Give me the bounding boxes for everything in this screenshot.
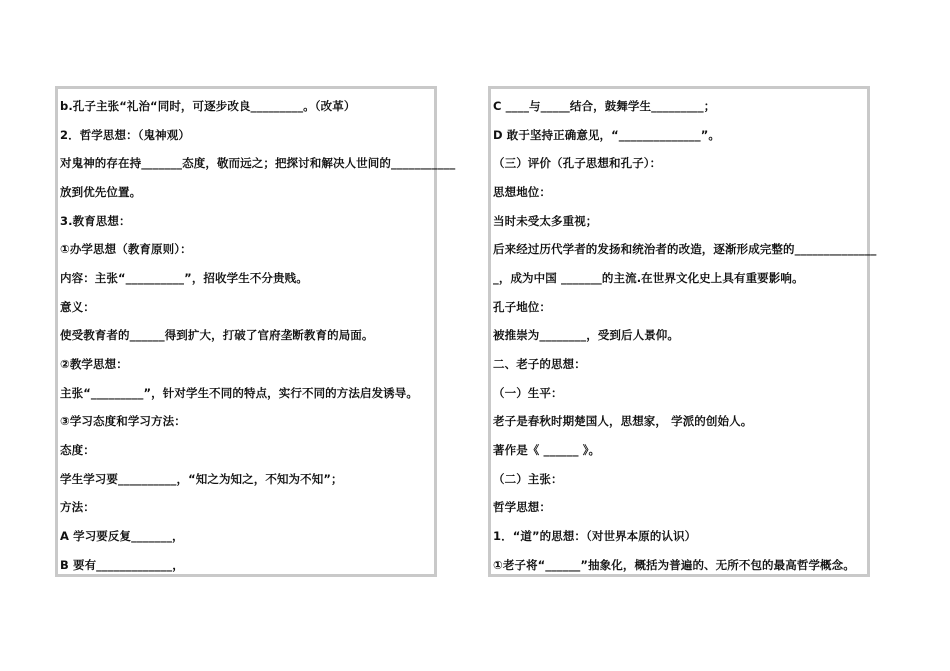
text-line: 内容：主张“__________”，招收学生不分贵贱。 (60, 271, 308, 285)
text-line: 对鬼神的存在持_______态度，敬而远之；把探讨和解决人世间的___________ (60, 156, 456, 170)
text-line: 哲学思想： (493, 500, 551, 514)
left-page-panel (55, 86, 456, 577)
text-line: 学生学习要__________，“知之为知之，不知为不知”； (60, 472, 343, 486)
subsection-heading: ③学习态度和学习方法： (60, 414, 186, 428)
subsection-heading: （二）主张： (493, 472, 563, 486)
text-line: 态度： (60, 443, 95, 457)
subsection-heading: ②教学思想： (60, 357, 128, 371)
text-line: 著作是《 ______ 》。 (493, 443, 601, 457)
text-line: 使受教育者的______得到扩大，打破了官府垄断教育的局面。 (60, 328, 374, 342)
text-line: 方法： (60, 500, 95, 514)
text-line: b.孔子主张“礼治“同时，可逐步改良_________。（改革） (60, 99, 356, 113)
section-heading: 2．哲学思想：（鬼神观） (60, 128, 190, 142)
list-item: A 学习要反复_______， (60, 529, 184, 543)
text-line: 后来经过历代学者的发扬和统治者的改造，逐渐形成完整的______________ (493, 242, 877, 256)
right-page-panel (488, 86, 877, 577)
text-line: 孔子地位： (493, 300, 551, 314)
text-line: 老子是春秋时期楚国人，思想家， 学派的创始人。 (493, 414, 753, 428)
text-line: 意义： (60, 300, 95, 314)
text-line: _，成为中国 _______的主流.在世界文化史上具有重要影响。 (493, 271, 804, 285)
section-heading: 1．“道”的思想：（对世界本原的认识） (493, 529, 697, 543)
text-line: 思想地位： (493, 185, 551, 199)
subsection-heading: （一）生平： (493, 386, 563, 400)
text-line: 放到优先位置。 (60, 185, 142, 199)
text-line: 当时未受太多重视； (493, 214, 598, 228)
text-line: 被推崇为________，受到后人景仰。 (493, 328, 679, 342)
text-line: ①老子将“______”抽象化，概括为普遍的、无所不包的最高哲学概念。 (493, 558, 855, 572)
section-heading: （三）评价（孔子思想和孔子）： (493, 156, 662, 170)
section-heading: 二、老子的思想： (493, 357, 586, 371)
list-item: B 要有_____________， (60, 558, 184, 572)
text-line: 主张“_________”，针对学生不同的特点，实行不同的方法启发诱导。 (60, 386, 418, 400)
section-heading: 3.教育思想： (60, 214, 131, 228)
list-item: C ____与_____结合，鼓舞学生_________； (493, 99, 716, 113)
subsection-heading: ①办学思想（教育原则）： (60, 242, 192, 256)
list-item: D 敢于坚持正确意见，“______________”。 (493, 128, 720, 142)
